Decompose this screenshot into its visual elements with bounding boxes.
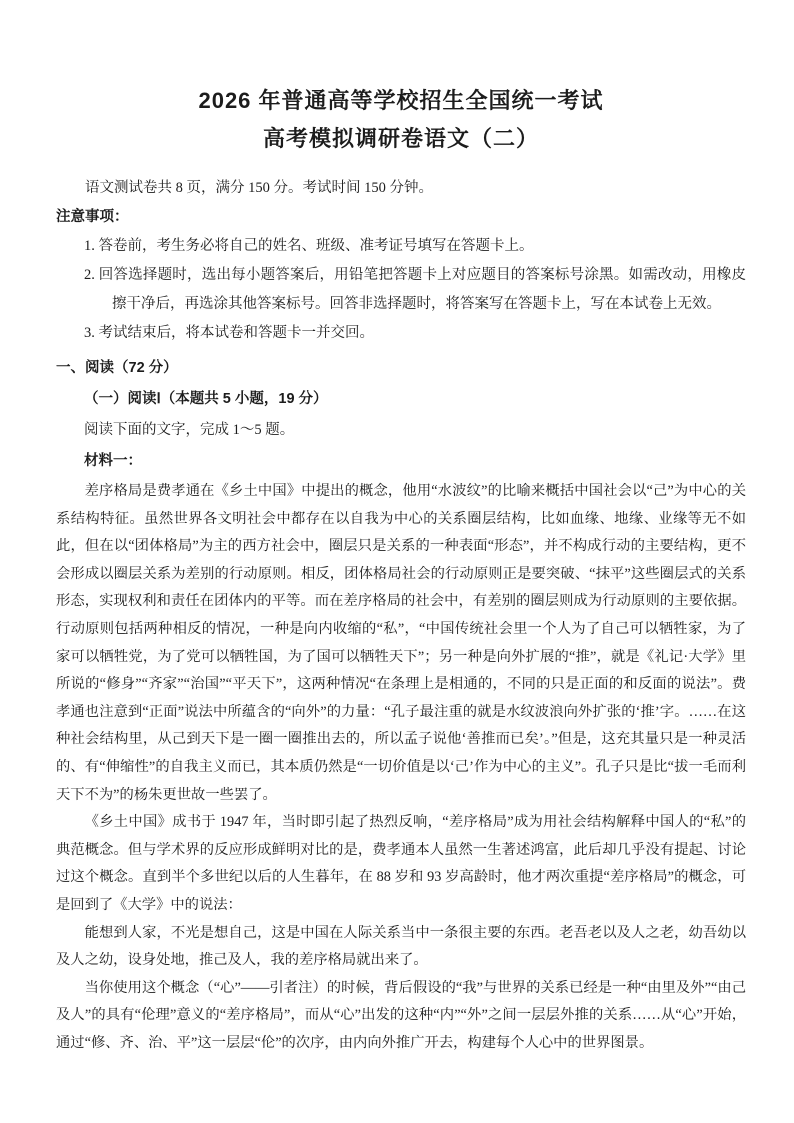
passage-paragraph: 当你使用这个概念（“心”——引者注）的时候，背后假设的“我”与世界的关系已经是一种“由里及外”“由己及人”的具有“伦理”意义的“差序格局”，而从“心”出发的这种“内”“外”之间一层层外推的关系……从“心”开始，通过“修、齐、治、平”这一层层“伦”的次序，由内向外推广开去，构建每个人心中的世界图景。 bbox=[56, 979, 746, 1051]
passage-paragraph: 差序格局是费孝通在《乡土中国》中提出的概念，他用“水波纹”的比喻来概括中国社会以“己”为中心的关系结构特征。虽然世界各文明社会中都存在以自我为中心的关系圈层结构，比如血缘、地缘、业缘等无不如此，但在以“团体格局”为主的西方社会中，圈层只是关系的一种表面“形态”，并不构成行动的主要结构，更不会形成以圈层关系为差别的行动原则。相反，团体格局社会的行动原则正是要突破、“抹平”这些圈层式的关系形态，实现权利和责任在团体内的平等。而在差序格局的社会中，有差别的圈层则成为行动原则的主要依据。行动原则包括两种相反的情况，一种是向内收缩的“私”，“中国传统社会里一个人为了自己可以牺牲家，为了家可以牺牲党，为了党可以牺牲国，为了国可以牺牲天下”；另一种是向外扩展的“推”，就是《礼记·大学》里所说的“修身”“齐家”“治国”“平天下”，这两种情况“在条理上是相通的，不同的只是正面的和反面的说法”。费孝通也注意到“正面”说法中所蕴含的“向外”的力量：“孔子最注重的就是水纹波浪向外扩张的‘推’字。……在这种社会结构里，从己到天下是一圈一圈推出去的，所以孟子说他‘善推而已矣’。”但是，这充其量只是一种灵活的、有“伸缩性”的自我主义而已，其本质仍然是“一切价值是以‘己’作为中心的主义”。孔子只是比“拔一毛而利天下不为”的杨朱更世故一些罢了。 bbox=[56, 483, 746, 803]
paper-info: 语文测试卷共 8 页，满分 150 分。考试时间 150 分钟。 bbox=[85, 180, 433, 196]
passage-paragraph: 《乡土中国》成书于 1947 年，当时即引起了热烈反响，“差序格局”成为用社会结构解释中国人的“私”的典范概念。但与学术界的反应形成鲜明对比的是，费孝通本人虽然一生著述鸿富，此后却几乎没有提起、讨论过这个概念。直到半个多世纪以后的人生暮年，在 88 岁和 93 岁高龄时，他才两次重提“差序格局”的概念，可是回到了《大学》中的说法： bbox=[56, 814, 746, 913]
material-label: 材料一： bbox=[84, 453, 142, 469]
notice-item: 3. 考试结束后，将本试卷和答题卡一并交回。 bbox=[84, 325, 374, 341]
passage-paragraph: 能想到人家，不光是想自己，这是中国在人际关系当中一条很主要的东西。老吾老以及人之老，幼吾幼以及人之幼，设身处地，推己及人，我的差序格局就出来了。 bbox=[56, 924, 746, 969]
reading-instruction: 阅读下面的文字，完成 1～5 题。 bbox=[84, 422, 295, 438]
notice-item: 1. 答卷前，考生务必将自己的姓名、班级、准考证号填写在答题卡上。 bbox=[84, 238, 534, 254]
exam-title-block bbox=[56, 82, 746, 158]
exam-title-line1: 2026 年普通高等学校招生全国统一考试 bbox=[198, 88, 604, 113]
exam-title-line2: 高考模拟调研卷语文（二） bbox=[262, 126, 539, 151]
passage bbox=[56, 478, 746, 1057]
notice-list bbox=[56, 232, 746, 348]
reading-section-heading: 一、阅读（72 分） bbox=[56, 360, 178, 376]
notice-item: 2. 回答选择题时，选出每小题答案后，用铅笔把答题卡上对应题目的答案标号涂黑。如需改动，用橡皮擦干净后，再选涂其他答案标号。回答非选择题时，将答案写在答题卡上，写在本试卷上无效。 bbox=[84, 267, 746, 312]
notice-heading: 注意事项： bbox=[56, 209, 129, 225]
reading-subsection-heading: （一）阅读Ⅰ（本题共 5 小题，19 分） bbox=[84, 391, 328, 407]
